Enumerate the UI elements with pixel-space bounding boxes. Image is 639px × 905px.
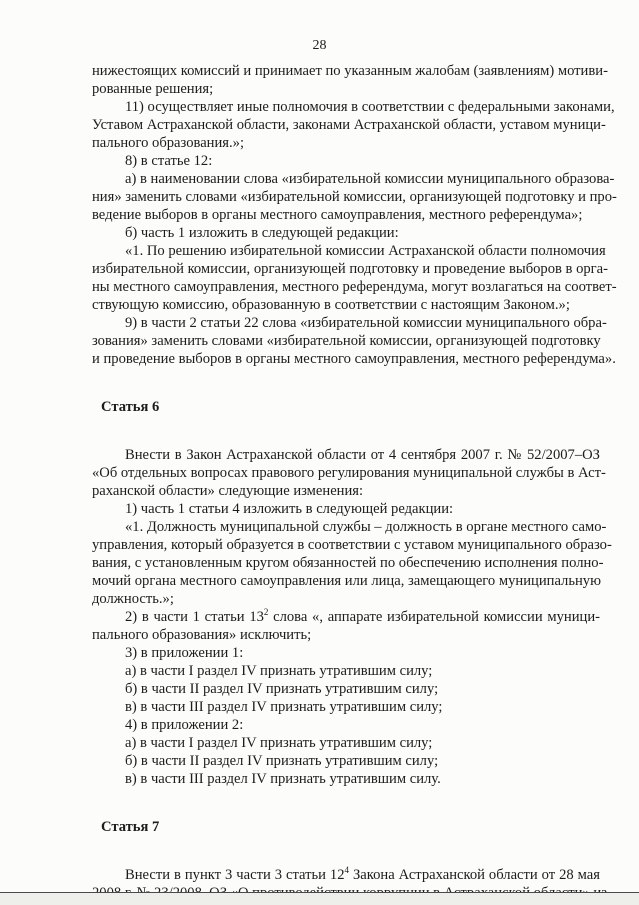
text-fragment: Внести в пункт 3 части 3 статьи 12 — [125, 867, 345, 883]
text-line: б) часть 1 изложить в следующей редакции: — [125, 225, 399, 241]
section-gap — [92, 788, 600, 818]
text-line: «1. По решению избирательной комиссии Астраханской области полномочия — [125, 243, 606, 259]
text-line: ведение выборов в органы местного самоуправления, местного референдума»; — [92, 207, 583, 223]
section-gap — [92, 416, 600, 446]
section-gap — [92, 836, 600, 866]
text-line: 9) в части 2 статьи 22 слова «избирательной комиссии муниципального обра- — [125, 315, 607, 331]
text-line: «Об отдельных вопросах правового регулирования муниципальной службы в Аст- — [92, 465, 606, 481]
text-line: б) в части II раздел IV признать утратившим силу; — [125, 681, 439, 697]
text-line — [92, 608, 600, 626]
article-6-heading: Статья 6 — [101, 399, 160, 415]
text-fragment: 2) в части 1 статьи 13 — [125, 609, 264, 625]
text-line: 1) часть 1 статьи 4 изложить в следующей редакции: — [125, 501, 454, 517]
text-line: а) в части I раздел IV признать утратившим силу; — [125, 663, 433, 679]
text-line: а) в части I раздел IV признать утратившим силу; — [125, 735, 433, 751]
text-line: зования» заменить словами «избирательной комиссии, организующей подготовку — [92, 333, 601, 349]
text-line — [92, 866, 600, 884]
text-line: «1. Должность муниципальной службы – должность в органе местного само- — [125, 519, 607, 535]
text-line: и проведение выборов в органы местного самоуправления, местного референдума». — [92, 351, 616, 367]
text-line: Уставом Астраханской области, законами Астраханской области, уставом муници- — [92, 117, 606, 133]
superscript: 4 — [344, 865, 350, 875]
document-body — [92, 62, 617, 902]
text-line: в) в части III раздел IV признать утратившим силу; — [125, 699, 443, 715]
text-line: ны местного самоуправления, местного референдума, могут возлагаться на соответ- — [92, 279, 617, 295]
superscript: 2 — [263, 607, 269, 617]
text-line: вания, с установленным кругом обязанностей по обеспечению исполнения полно- — [92, 555, 604, 571]
text-line: 3) в приложении 1: — [125, 645, 244, 661]
text-line: пального образования» исключить; — [92, 627, 312, 643]
article-7-heading: Статья 7 — [101, 819, 160, 835]
text-line: пального образования.»; — [92, 135, 245, 151]
text-line: а) в наименовании слова «избирательной комиссии муниципального образова- — [125, 171, 615, 187]
text-line: рованные решения; — [92, 81, 214, 97]
text-line: ния» заменить словами «избирательной комиссии, организующей подготовку и про- — [92, 189, 617, 205]
text-line: 8) в статье 12: — [125, 153, 213, 169]
text-line: 11) осуществляет иные полномочия в соответствии с федеральными законами, — [125, 99, 615, 115]
text-line: в) в части III раздел IV признать утратившим силу. — [125, 771, 441, 787]
text-line: должность.»; — [92, 591, 174, 607]
text-line: мочий органа местного самоуправления или лица, замещающего муниципальную — [92, 573, 602, 589]
scan-edge-shade — [0, 893, 639, 905]
text-line: Внести в Закон Астраханской области от 4 сентября 2007 г. № 52/2007–ОЗ — [125, 447, 600, 463]
text-line: раханской области» следующие изменения: — [92, 483, 364, 499]
text-line: нижестоящих комиссий и принимает по указанным жалобам (заявлениям) мотиви- — [92, 63, 608, 79]
text-line: управления, который образуется в соответствии с уставом муниципального образо- — [92, 537, 612, 553]
page-number: 28 — [312, 38, 327, 53]
text-line: ствующую комиссию, образованную в соответствии с настоящим Законом.»; — [92, 297, 570, 313]
text-line: б) в части II раздел IV признать утратившим силу; — [125, 753, 439, 769]
text-fragment: Закона Астраханской области от 28 мая — [349, 867, 600, 883]
text-line: 4) в приложении 2: — [125, 717, 244, 733]
text-line: избирательной комиссии, организующей подготовку и проведение выборов в орга- — [92, 261, 609, 277]
section-gap — [92, 368, 600, 398]
text-fragment: слова «, аппарате избирательной комиссии муници- — [268, 609, 600, 625]
